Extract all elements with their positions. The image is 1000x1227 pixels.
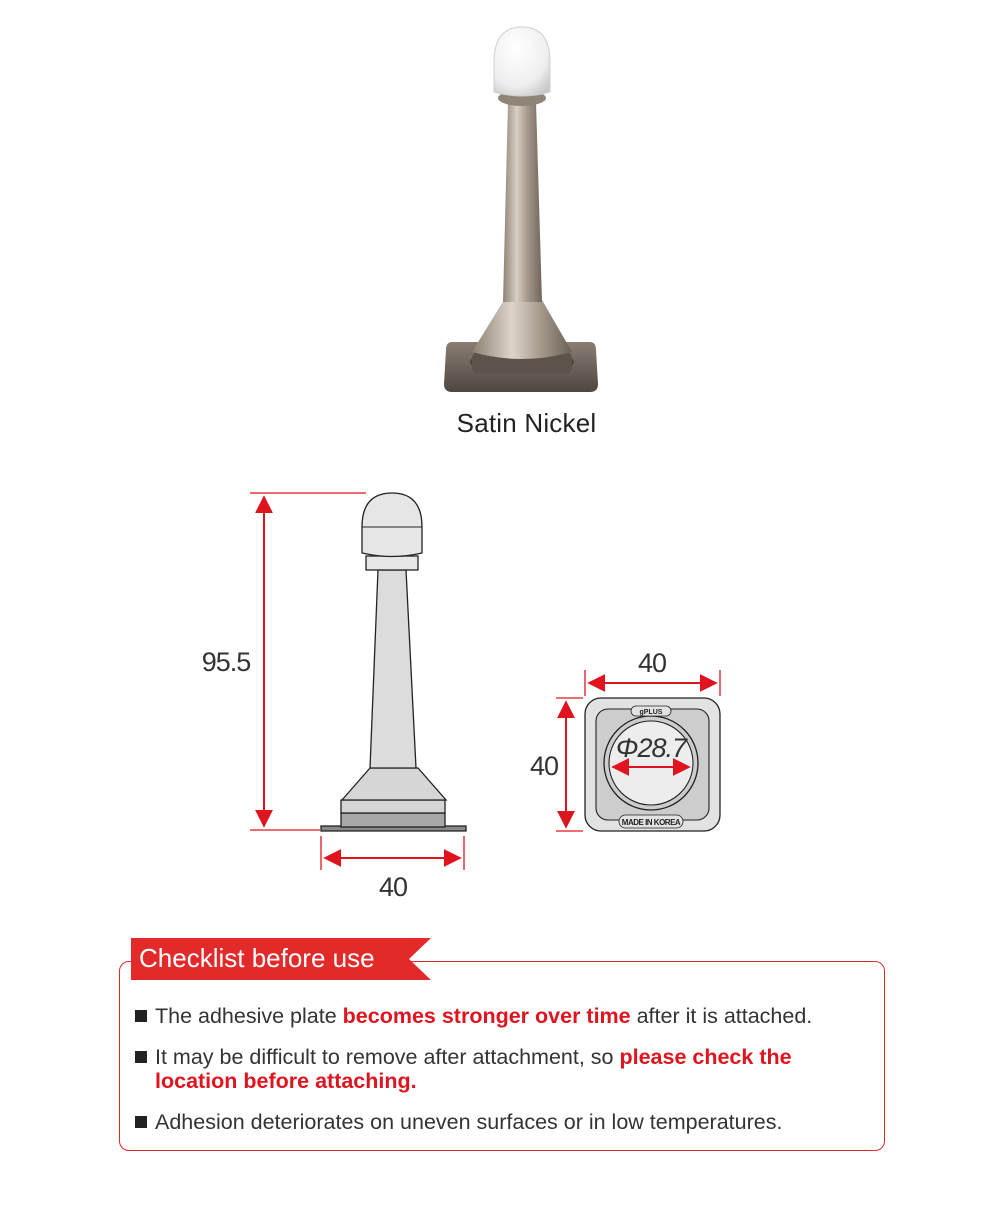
bullet-square-icon	[135, 1010, 147, 1022]
plate-origin: MADE IN KOREA	[621, 818, 681, 827]
dimension-drawing	[0, 470, 1000, 920]
finish-label: Satin Nickel	[456, 408, 597, 438]
plate-brand: gPLUS	[639, 709, 663, 716]
height-value: 95.5	[201, 647, 251, 677]
plate-height-dimension	[556, 698, 583, 831]
plate-width-value: 40	[637, 648, 667, 678]
checklist-item: Adhesion deteriorates on uneven surfaces or in low temperatures.	[155, 1110, 875, 1134]
door-stop-photo	[444, 27, 598, 392]
checklist-title: Checklist before use	[139, 943, 375, 973]
bullet-square-icon	[135, 1116, 147, 1128]
base-width-dimension	[321, 836, 464, 870]
height-dimension	[250, 493, 366, 830]
diameter-value: Φ28.7	[615, 733, 687, 763]
plate-height-value: 40	[529, 751, 559, 781]
base-width-value: 40	[378, 872, 408, 902]
checklist-item: It may be difficult to remove after attachment, so please check the location before attaching.	[155, 1045, 875, 1093]
product-photo	[430, 20, 610, 400]
plate-view-drawing	[585, 698, 720, 831]
side-view-drawing	[321, 493, 466, 831]
bullet-square-icon	[135, 1051, 147, 1063]
checklist-item: The adhesive plate becomes stronger over time after it is attached.	[155, 1004, 875, 1028]
